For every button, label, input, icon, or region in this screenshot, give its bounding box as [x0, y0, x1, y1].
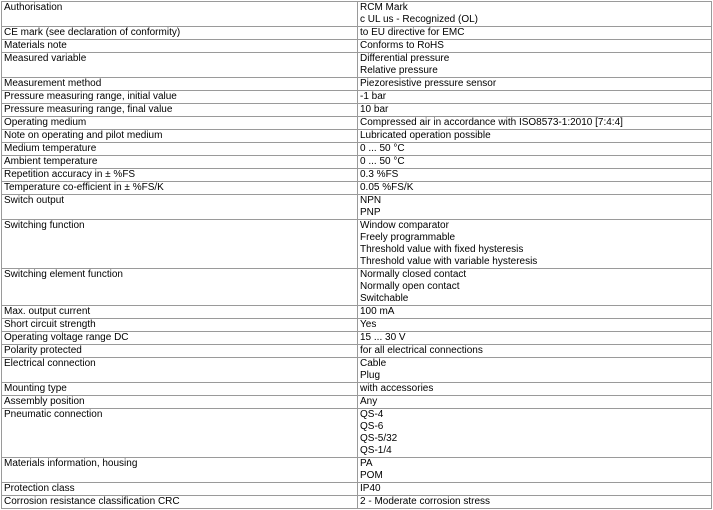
spec-label: Measured variable	[2, 53, 358, 78]
spec-row	[2, 319, 712, 332]
spec-value: Yes	[360, 319, 377, 330]
spec-value: NPN	[360, 195, 382, 206]
spec-label: Corrosion resistance classification CRC	[2, 496, 358, 509]
spec-label: Electrical connection	[2, 358, 358, 383]
spec-value: -1 bar	[360, 91, 387, 102]
spec-value: 10 bar	[360, 104, 389, 115]
spec-label: Switch output	[2, 195, 358, 220]
spec-label: Switching function	[2, 220, 358, 269]
spec-value: RCM Mark	[360, 2, 408, 13]
spec-value-cell	[358, 117, 712, 130]
spec-value: QS-6	[360, 421, 384, 432]
spec-label: Pressure measuring range, initial value	[2, 91, 358, 104]
spec-value-cell	[358, 483, 712, 496]
spec-row	[2, 496, 712, 509]
spec-row	[2, 130, 712, 143]
spec-value-cell	[358, 195, 712, 220]
spec-value: POM	[360, 470, 383, 481]
spec-row	[2, 53, 712, 78]
spec-row	[2, 117, 712, 130]
spec-label: Assembly position	[2, 396, 358, 409]
spec-row	[2, 156, 712, 169]
spec-value-cell	[358, 143, 712, 156]
spec-value: Differential pressure	[360, 53, 450, 64]
spec-value: Lubricated operation possible	[360, 130, 491, 141]
spec-label: Measurement method	[2, 78, 358, 91]
spec-value: c UL us - Recognized (OL)	[360, 14, 479, 25]
spec-value: 0 ... 50 °C	[360, 143, 405, 154]
spec-row	[2, 409, 712, 458]
spec-row	[2, 195, 712, 220]
spec-value: Window comparator	[360, 220, 449, 231]
spec-value: QS-5/32	[360, 433, 398, 444]
spec-value: Plug	[360, 370, 381, 381]
spec-value-cell	[358, 156, 712, 169]
spec-label: Ambient temperature	[2, 156, 358, 169]
spec-value: with accessories	[360, 383, 434, 394]
spec-value-cell	[358, 496, 712, 509]
spec-value: Threshold value with variable hysteresis	[360, 256, 538, 267]
spec-row	[2, 220, 712, 269]
specification-table-body	[2, 2, 712, 509]
spec-value: 0.3 %FS	[360, 169, 399, 180]
spec-label: Max. output current	[2, 306, 358, 319]
spec-row	[2, 2, 712, 27]
spec-row	[2, 78, 712, 91]
spec-value-cell	[358, 269, 712, 306]
spec-label: Materials information, housing	[2, 458, 358, 483]
spec-value: PNP	[360, 207, 381, 218]
spec-value: Switchable	[360, 293, 409, 304]
spec-row	[2, 27, 712, 40]
spec-label: Repetition accuracy in ± %FS	[2, 169, 358, 182]
spec-value-cell	[358, 182, 712, 195]
spec-row	[2, 396, 712, 409]
spec-label: Mounting type	[2, 383, 358, 396]
spec-value: Relative pressure	[360, 65, 438, 76]
spec-row	[2, 332, 712, 345]
spec-label: Protection class	[2, 483, 358, 496]
spec-value: Normally closed contact	[360, 269, 467, 280]
spec-value: to EU directive for EMC	[360, 27, 465, 38]
spec-value: IP40	[360, 483, 381, 494]
spec-value: 0.05 %FS/K	[360, 182, 414, 193]
spec-value-cell	[358, 27, 712, 40]
spec-value: Threshold value with fixed hysteresis	[360, 244, 524, 255]
spec-value: Compressed air in accordance with ISO8573-1:2010 [7:4:4]	[360, 117, 623, 128]
spec-row	[2, 182, 712, 195]
spec-value: Cable	[360, 358, 387, 369]
spec-value: QS-1/4	[360, 445, 392, 456]
spec-row	[2, 306, 712, 319]
spec-row	[2, 458, 712, 483]
spec-row	[2, 483, 712, 496]
spec-value-cell	[358, 358, 712, 383]
spec-value-cell	[358, 220, 712, 269]
spec-value: Piezoresistive pressure sensor	[360, 78, 497, 89]
specification-table	[1, 1, 712, 509]
spec-label: Medium temperature	[2, 143, 358, 156]
spec-value: Conforms to RoHS	[360, 40, 444, 51]
spec-label: Note on operating and pilot medium	[2, 130, 358, 143]
spec-value-cell	[358, 332, 712, 345]
spec-value: PA	[360, 458, 373, 469]
spec-label: Authorisation	[2, 2, 358, 27]
spec-value-cell	[358, 130, 712, 143]
spec-value-cell	[358, 40, 712, 53]
spec-value-cell	[358, 104, 712, 117]
spec-row	[2, 91, 712, 104]
spec-value-cell	[358, 78, 712, 91]
spec-row	[2, 345, 712, 358]
spec-label: Operating voltage range DC	[2, 332, 358, 345]
spec-label: Materials note	[2, 40, 358, 53]
spec-label: Pneumatic connection	[2, 409, 358, 458]
spec-value: for all electrical connections	[360, 345, 483, 356]
spec-value: QS-4	[360, 409, 384, 420]
spec-row	[2, 104, 712, 117]
spec-value: Freely programmable	[360, 232, 456, 243]
spec-value-cell	[358, 53, 712, 78]
spec-label: Polarity protected	[2, 345, 358, 358]
spec-label: Pressure measuring range, final value	[2, 104, 358, 117]
spec-value-cell	[358, 396, 712, 409]
spec-value-cell	[358, 345, 712, 358]
spec-value-cell	[358, 458, 712, 483]
spec-row	[2, 358, 712, 383]
spec-label: Short circuit strength	[2, 319, 358, 332]
spec-value: 2 - Moderate corrosion stress	[360, 496, 491, 507]
spec-row	[2, 383, 712, 396]
spec-value-cell	[358, 91, 712, 104]
spec-value-cell	[358, 2, 712, 27]
spec-label: Switching element function	[2, 269, 358, 306]
spec-label: Operating medium	[2, 117, 358, 130]
spec-value-cell	[358, 169, 712, 182]
spec-value-cell	[358, 409, 712, 458]
spec-value: Normally open contact	[360, 281, 460, 292]
spec-row	[2, 143, 712, 156]
spec-label: Temperature co-efficient in ± %FS/K	[2, 182, 358, 195]
spec-value-cell	[358, 319, 712, 332]
spec-row	[2, 169, 712, 182]
spec-value: 100 mA	[360, 306, 395, 317]
spec-value-cell	[358, 383, 712, 396]
spec-label: CE mark (see declaration of conformity)	[2, 27, 358, 40]
spec-value: 0 ... 50 °C	[360, 156, 405, 167]
spec-value: 15 ... 30 V	[360, 332, 406, 343]
spec-row	[2, 40, 712, 53]
spec-value-cell	[358, 306, 712, 319]
spec-row	[2, 269, 712, 306]
spec-value: Any	[360, 396, 378, 407]
